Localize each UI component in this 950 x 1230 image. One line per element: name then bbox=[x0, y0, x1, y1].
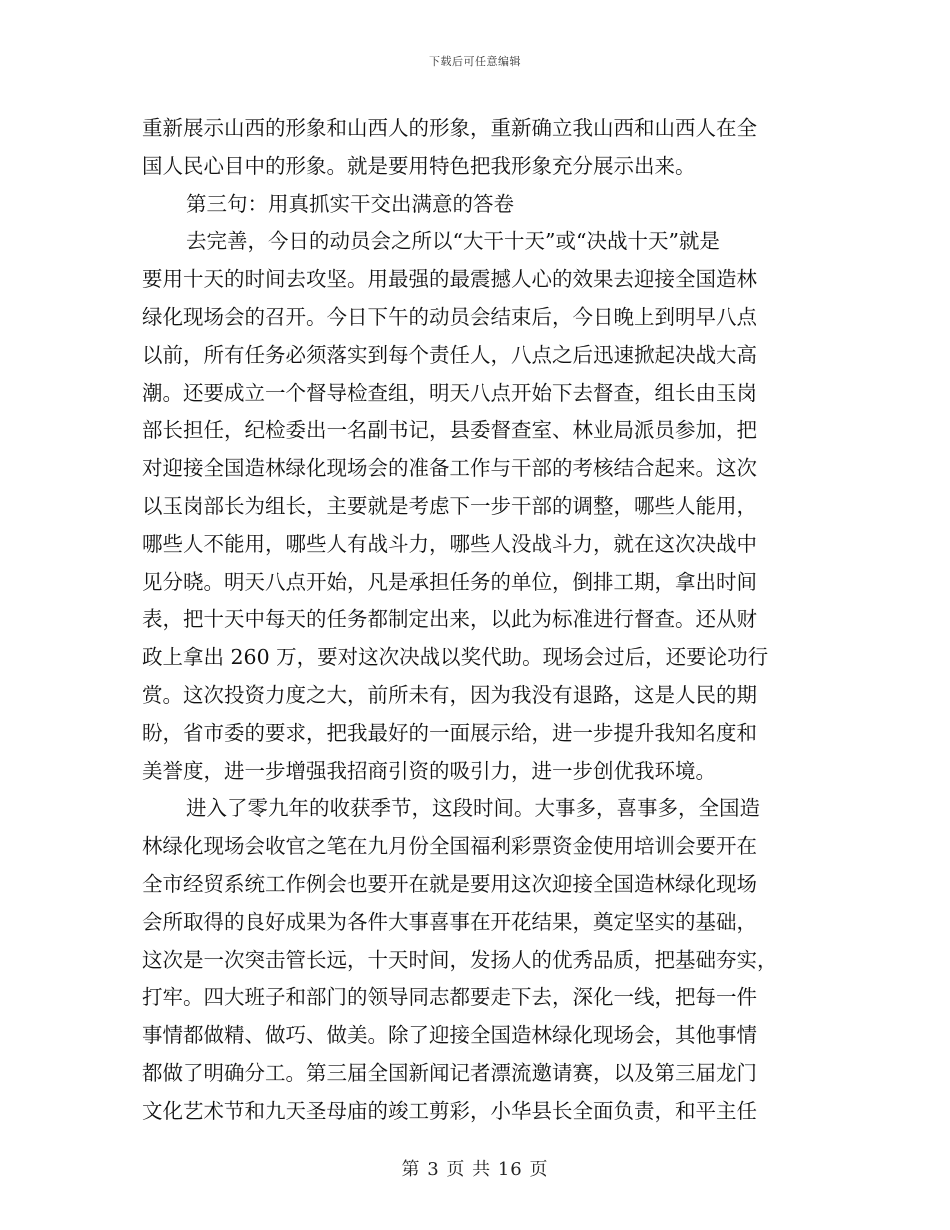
document-body bbox=[142, 110, 804, 1131]
body-line: 全市经贸系统工作例会也要开在就是要用这次迎接全国造林绿化现场 bbox=[142, 871, 757, 896]
body-line: 部长担任，纪检委出一名副书记，县委督查室、林业局派员参加，把 bbox=[142, 418, 757, 443]
body-line: 文化艺术节和九天圣母庙的竣工剪彩，小华县长全面负责，和平主任 bbox=[142, 1098, 757, 1123]
body-line: 赏。这次投资力度之大，前所未有，因为我没有退路，这是人民的期 bbox=[142, 682, 757, 707]
body-line: 国人民心目中的形象。就是要用特色把我形象充分展示出来。 bbox=[142, 153, 696, 178]
body-line: 以前，所有任务必须落实到每个责任人，八点之后迅速掀起决战大高 bbox=[142, 342, 757, 367]
body-line: 事情都做精、做巧、做美。除了迎接全国造林绿化现场会，其他事情 bbox=[142, 1023, 757, 1048]
body-line: 会所取得的良好成果为各件大事喜事在开花结果，奠定坚实的基础， bbox=[142, 909, 757, 934]
body-line: 进入了零九年的收获季节，这段时间。大事多，喜事多，全国造 bbox=[186, 796, 760, 821]
body-line: 政上拿出 260 万，要对这次决战以奖代助。现场会过后，还要论功行 bbox=[142, 645, 769, 670]
body-line: 以玉岗部长为组长，主要就是考虑下一步干部的调整，哪些人能用， bbox=[142, 493, 757, 518]
body-line: 哪些人不能用，哪些人有战斗力，哪些人没战斗力，就在这次决战中 bbox=[142, 531, 757, 556]
body-line: 潮。还要成立一个督导检查组，明天八点开始下去督查，组长由玉岗 bbox=[142, 380, 757, 405]
body-line: 去完善，今日的动员会之所以“大干十天”或“决战十天”就是 bbox=[186, 229, 720, 254]
body-line: 林绿化现场会收官之笔在九月份全国福利彩票资金使用培训会要开在 bbox=[142, 834, 757, 859]
body-line: 这次是一次突击管长远，十天时间，发扬人的优秀品质，把基础夯实， bbox=[142, 947, 778, 972]
body-line: 表，把十天中每天的任务都制定出来，以此为标准进行督查。还从财 bbox=[142, 607, 757, 632]
body-line: 盼，省市委的要求，把我最好的一面展示给，进一步提升我知名度和 bbox=[142, 720, 757, 745]
page-number: 第 3 页 共 16 页 bbox=[401, 1159, 549, 1180]
section-heading: 第三句：用真抓实干交出满意的答卷 bbox=[186, 191, 514, 216]
page-header: 下载后可任意编辑 bbox=[429, 55, 521, 68]
body-line: 美誉度，进一步增强我招商引资的吸引力，进一步创优我环境。 bbox=[142, 758, 716, 783]
body-line: 对迎接全国造林绿化现场会的准备工作与干部的考核结合起来。这次 bbox=[142, 456, 757, 481]
body-line: 要用十天的时间去攻坚。用最强的最震撼人心的效果去迎接全国造林 bbox=[142, 267, 757, 292]
body-line: 绿化现场会的召开。今日下午的动员会结束后，今日晚上到明早八点 bbox=[142, 304, 757, 329]
body-line: 见分晓。明天八点开始，凡是承担任务的单位，倒排工期，拿出时间 bbox=[142, 569, 757, 594]
body-line: 都做了明确分工。第三届全国新闻记者漂流邀请赛，以及第三届龙门 bbox=[142, 1060, 757, 1085]
body-line: 重新展示山西的形象和山西人的形象，重新确立我山西和山西人在全 bbox=[142, 116, 757, 140]
body-line: 打牢。四大班子和部门的领导同志都要走下去，深化一线，把每一件 bbox=[142, 985, 757, 1010]
